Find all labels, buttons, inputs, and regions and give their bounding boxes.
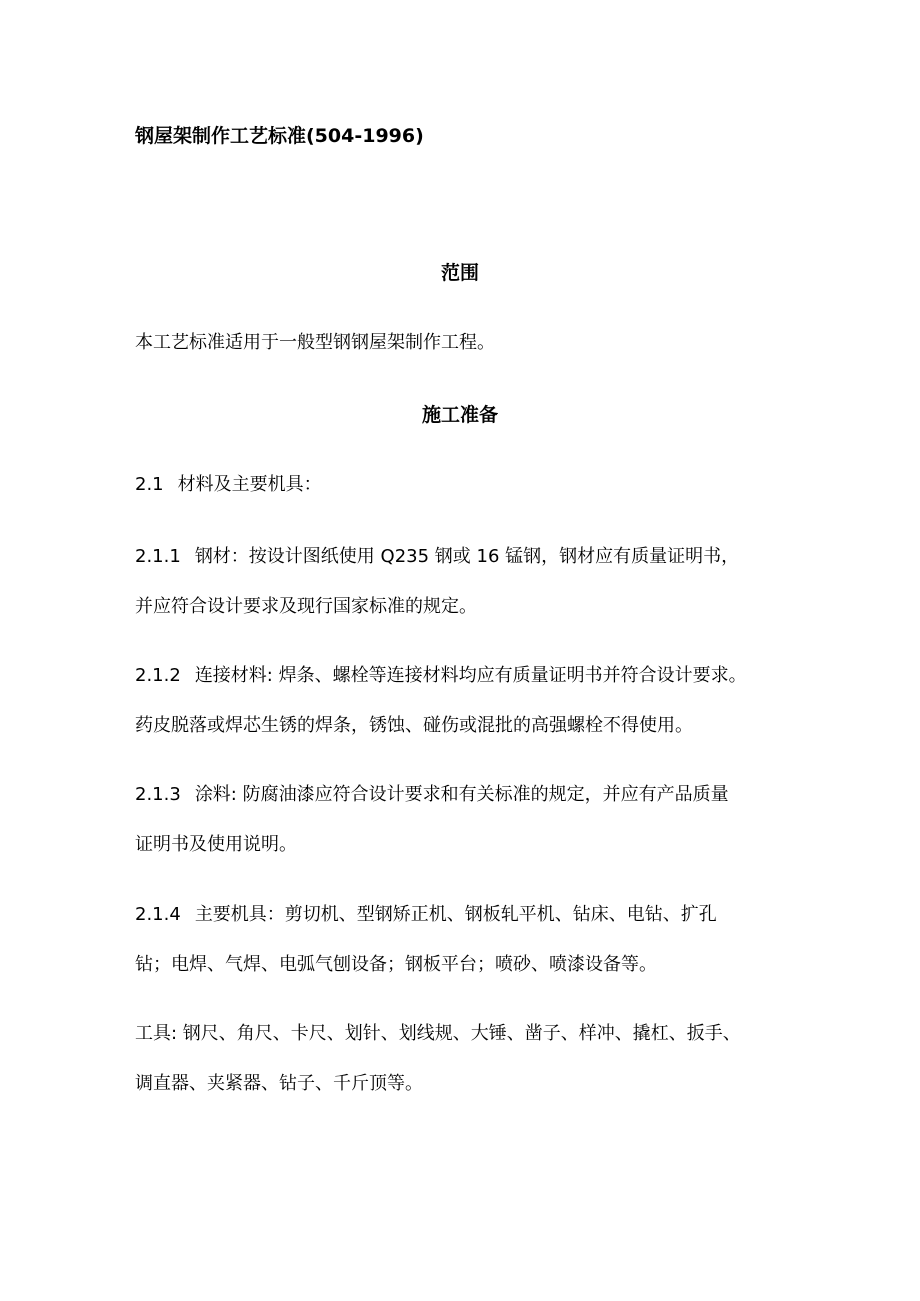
item-text: 材料及主要机具： [177,474,322,495]
item-2-1-4-line-1 [135,890,795,940]
item-number: 2.1.3 [135,784,181,805]
item-text: 涂料: 防腐油漆应符合设计要求和有关标准的规定，并应有产品质量 [194,784,729,805]
document-title: 钢屋架制作工艺标准(504-1996) [135,125,424,147]
item-2-1-3-line-1 [135,770,795,820]
item-2-1-3-line-2: 证明书及使用说明。 [135,834,297,855]
item-2-1-2-line-1 [135,651,795,701]
item-2-1-2-line-2: 药皮脱落或焊芯生锈的焊条，锈蚀、碰伤或混批的高强螺栓不得使用。 [135,715,693,736]
tools-paragraph [135,1009,795,1109]
item-2-1-4 [135,890,795,990]
item-text: 钢材：按设计图纸使用 Q235 钢或 16 锰钢，钢材应有质量证明书， [194,546,740,567]
item-2-1-1 [135,532,795,632]
item-2-1-1-line-2: 并应符合设计要求及现行国家标准的规定。 [135,596,477,617]
tools-line-2: 调直器、夹紧器、钻子、千斤顶等。 [135,1073,423,1094]
item-number: 2.1 [135,474,164,495]
item-2-1-line [135,460,795,510]
item-2-1-3 [135,770,795,870]
item-2-1-1-line-1 [135,532,795,582]
item-text: 连接材料: 焊条、螺栓等连接材料均应有质量证明书并符合设计要求。 [194,665,747,686]
item-text: 主要机具：剪切机、型钢矫正机、钢板轧平机、钻床、电钻、扩孔 [194,904,717,925]
item-number: 2.1.2 [135,665,181,686]
item-number: 2.1.4 [135,904,181,925]
scope-text: 本工艺标准适用于一般型钢钢屋架制作工程。 [135,332,495,353]
preparation-heading: 施工准备 [421,404,498,426]
item-2-1-2 [135,651,795,751]
scope-paragraph [135,318,795,368]
item-2-1 [135,460,795,510]
scope-heading: 范围 [440,262,479,284]
item-2-1-4-line-2: 钻；电焊、气焊、电弧气刨设备；钢板平台；喷砂、喷漆设备等。 [135,954,657,975]
tools-line-1: 工具: 钢尺、角尺、卡尺、划针、划线规、大锤、凿子、样冲、撬杠、扳手、 [135,1023,741,1044]
item-number: 2.1.1 [135,546,181,567]
